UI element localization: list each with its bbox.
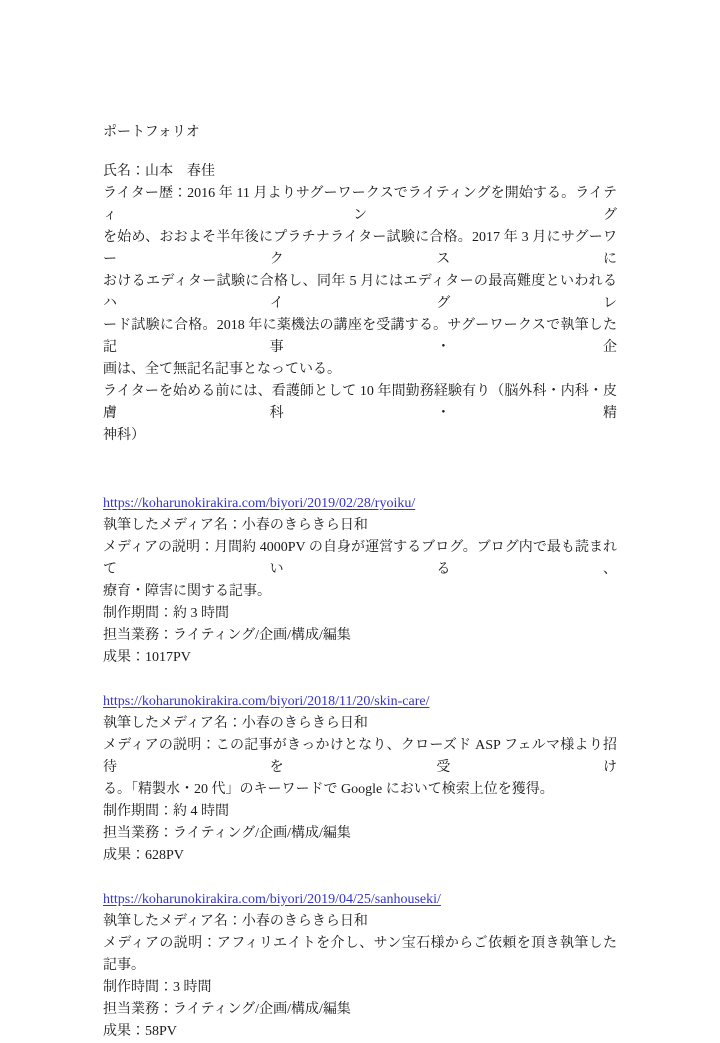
work-entry-3 — [103, 889, 617, 1043]
media-description-line: る。「精製水・20 代」のキーワードで Google において検索上位を獲得。 — [103, 782, 554, 797]
spacer — [103, 867, 617, 889]
role-line: 担当業務：ライティング/企画/構成/編集 — [103, 826, 351, 841]
media-name-line: 執筆したメディア名：小春のきらきら日和 — [103, 716, 368, 731]
writer-history-line: おけるエディター試験に合格し、同年 5 月にはエディターの最高難度といわれるハイグレ — [103, 274, 617, 311]
article-link-2[interactable]: https://koharunokirakira.com/biyori/2018/11/20/skin-care/ — [103, 694, 430, 709]
article-link-3[interactable]: https://koharunokirakira.com/biyori/2019/04/25/sanhouseki/ — [103, 892, 441, 907]
work-entry-1 — [103, 493, 617, 669]
role-line: 担当業務：ライティング/企画/構成/編集 — [103, 628, 351, 643]
article-link-1[interactable]: https://koharunokirakira.com/biyori/2019/02/28/ryoiku/ — [103, 496, 416, 511]
article-link-row — [103, 889, 617, 911]
spacer — [103, 144, 617, 161]
writer-history-line: を始め、おおよそ半年後にプラチナライター試験に合格。2017 年 3 月にサグーワークスに — [103, 230, 617, 267]
role-line: 担当業務：ライティング/企画/構成/編集 — [103, 1002, 351, 1017]
work-entry-2 — [103, 691, 617, 867]
writer-history-line: 画は、全て無記名記事となっている。 — [103, 362, 341, 377]
media-description-line: 療育・障害に関する記事。 — [103, 584, 271, 599]
name-line: 氏名：山本 春佳 — [103, 164, 215, 179]
media-name-line: 執筆したメディア名：小春のきらきら日和 — [103, 518, 368, 533]
article-link-row — [103, 493, 617, 515]
nurse-experience-line: ライターを始める前には、看護師として 10 年間勤務経験有り（脳外科・内科・皮膚科・精 — [103, 384, 617, 421]
page-title: ポートフォリオ — [103, 125, 200, 140]
writer-history-line: ード試験に合格。2018 年に薬機法の講座を受講する。サグーワークスで執筆した記事・企 — [103, 318, 617, 355]
production-time-line: 制作期間：約 3 時間 — [103, 606, 229, 621]
article-link-row — [103, 691, 617, 713]
nurse-experience-line: 神科） — [103, 428, 145, 443]
spacer — [103, 447, 617, 493]
media-description-line: メディアの説明：月間約 4000PV の自身が運営するブログ。ブログ内で最も読まれている、 — [103, 540, 617, 577]
result-line: 成果：628PV — [103, 848, 184, 863]
media-description-line: メディアの説明：アフィリエイトを介し、サン宝石様からご依頼を頂き執筆した記事。 — [103, 936, 617, 973]
media-name-line: 執筆したメディア名：小春のきらきら日和 — [103, 914, 368, 929]
production-time-line: 制作期間：約 4 時間 — [103, 804, 229, 819]
media-description-line: メディアの説明：この記事がきっかけとなり、クローズド ASP フェルマ様より招待を受け — [103, 738, 617, 775]
writer-history-line: ライター歴：2016 年 11 月よりサグーワークスでライティングを開始する。ライティング — [103, 186, 617, 223]
result-line: 成果：1017PV — [103, 650, 191, 665]
spacer — [103, 669, 617, 691]
result-line: 成果：58PV — [103, 1024, 177, 1039]
production-time-line: 制作時間：3 時間 — [103, 980, 212, 995]
